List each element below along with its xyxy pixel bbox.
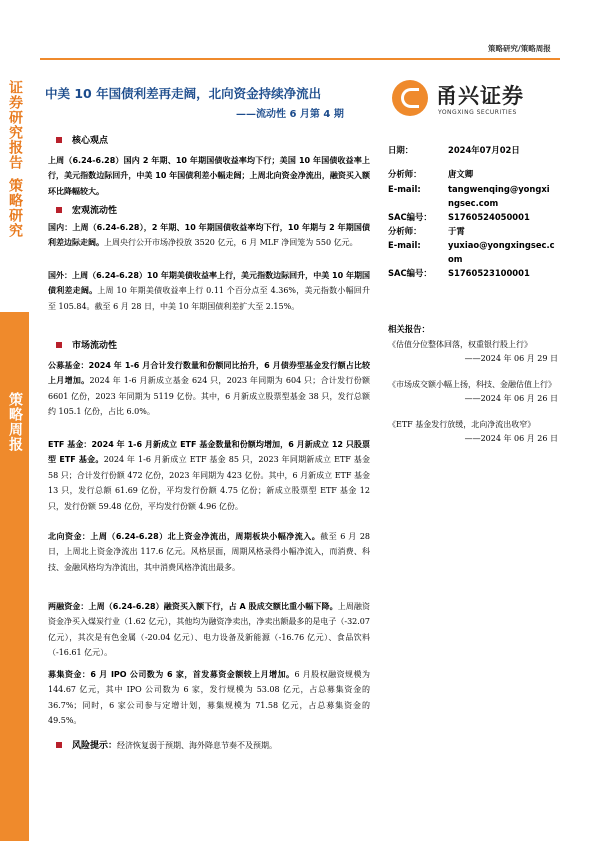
fundraising-paragraph: 募集资金：6 月 IPO 公司数为 6 家，首发募资金额较上月增加。6 月股权融资规模为 144.67 亿元，其中 IPO 公司数为 6 家，发行规模为 53.08 亿元，占总募集资金的 36.7%；同时，6 家公司参与定增计划，募集规模为 71.58 亿元，占总募集资金的 49.5%。 [48,670,370,726]
sidebar-label-strategy-weekly: 策略周报 [7,392,23,452]
report-subtitle: ——流动性 6 月第 4 期 [236,109,344,120]
logo-mark-icon [392,80,428,116]
analyst-2-sac: SAC编号： S1760523100001 [388,268,530,278]
report-date: 日期： 2024年07月02日 [388,145,520,155]
section-core-view: 核心观点 [56,133,108,146]
bullet-square-icon [56,342,62,348]
logo-english-name: YONGXING SECURITIES [438,109,517,116]
analyst-1-sac: SAC编号： S1760524050001 [388,212,530,222]
company-logo [392,78,562,126]
margin-paragraph: 两融资金：上周（6.24-6.28）融资买入额下行，占 A 股成交额比重小幅下降。上周融资资金净买入煤炭行业（1.62 亿元），其他均为融资净卖出，净卖出额最多的是电子（-32.07 亿元），其次是有色金属（-20.04 亿元）、电力设备及新能源（-16.76 亿元）、食品饮料（-16.61 亿元）。 [48,602,370,658]
header-divider [40,58,560,60]
bullet-square-icon [56,137,62,143]
analyst-1: 分析师： 唐文卿 [388,169,474,179]
analyst-2: 分析师： 于霄 [388,226,465,236]
analyst-2-email: E-mail: yuxiao@yongxingsec.c [388,240,555,250]
core-view-paragraph: 上周（6.24-6.28）国内 2 年期、10 年期国债收益率均下行；美国 10 年国债收益率上行，美元指数边际回升，中美 10 年国债利差小幅走阔；上周北向资金净流出，融资买入额环比降幅较大。 [48,156,370,196]
bullet-square-icon [56,207,62,213]
foreign-paragraph: 国外：上周（6.24-6.28）10 年期美债收益率上行，美元指数边际回升，中美 10 年期国债利差走阔。上周 10 年期美债收益率上行 0.11 个百分点至 4.36%，美元指数小幅回升至 105.84。截至 6 月 28 日，中美 10 年期国债利差扩大至 2.15%。 [48,271,370,311]
domestic-paragraph: 国内：上周（6.24-6.28），2 年期、10 年期国债收益率均下行，10 年期与 2 年期国债利差边际走阔。上周央行公开市场净投放 3520 亿元，6 月 MLF 净回笼为 550 亿元。 [48,223,370,248]
analyst-1-email-cont: ngsec.com [448,198,499,208]
report-title: 中美 10 年国债利差再走阔，北向资金持续净流出 [45,86,322,101]
related-reports-title: 相关报告： [388,324,430,334]
sidebar-label-research-report: 证券研究报告 [7,80,23,170]
section-macro-liquidity: 宏观流动性 [56,203,117,216]
header-category: 策略研究/策略周报 [488,44,551,53]
related-report-item[interactable]: 《估值分位整体回落，权重银行股上行》 ——2024 年 06 月 29 日 [388,340,558,363]
fund-paragraph: 公募基金：2024 年 1-6 月合计发行数量和份额同比抬升，6 月债券型基金发行额占比较上月增加。2024 年 1-6 月新成立基金 624 只，2023 年同期为 604 只；合计发行份额 6601 亿份，2023 年同期为 5119 亿份。其中，6 月新成立股票型基金 38 只，发行总额约 105.1 亿份，占比 6.0%。 [48,361,371,417]
related-report-item[interactable]: 《市场成交额小幅上扬，科技、金融估值上行》 ——2024 年 06 月 26 日 [388,380,558,403]
sidebar-label-strategy-research: 策略研究 [7,178,23,238]
etf-paragraph: ETF 基金：2024 年 1-6 月新成立 ETF 基金数量和份额均增加，6 月新成立 12 只股票型 ETF 基金。2024 年 1-6 月新成立 ETF 基金 85 只，2023 年同期新成立 ETF 基金 58 只；合计发行份额 472 亿份，2023 年同期为 423 亿份。其中，6 月新成立 ETF 基金 13 只，发行总额 61.69 亿份，平均发行份额 4.75 亿份；新成立股票型 ETF 基金 12 只，发行份额 59.48 亿份，平均发行份额 4.96 亿份。 [48,440,370,511]
analyst-2-email-cont: om [448,254,463,264]
risk-warning: 风险提示：经济恢复弱于预期、海外降息节奏不及预期。 [56,738,277,751]
related-report-item[interactable]: 《ETF 基金发行放缓，北向净流出收窄》 ——2024 年 06 月 26 日 [388,420,558,443]
bullet-square-icon [56,742,62,748]
section-market-liquidity: 市场流动性 [56,338,117,351]
logo-chinese-name: 甬兴证券 [436,84,524,108]
sidebar [0,0,29,841]
northbound-paragraph: 北向资金：上周（6.24-6.28）北上资金净流出，周期板块小幅净流入。截至 6 月 28 日，上周北上资金净流出 117.6 亿元。风格层面，周期风格录得小幅净流入，而消费、科技、金融风格均为净流出，其中消费风格净流出最多。 [48,532,370,572]
analyst-1-email: E-mail: tangwenqing@yongxi [388,184,550,194]
